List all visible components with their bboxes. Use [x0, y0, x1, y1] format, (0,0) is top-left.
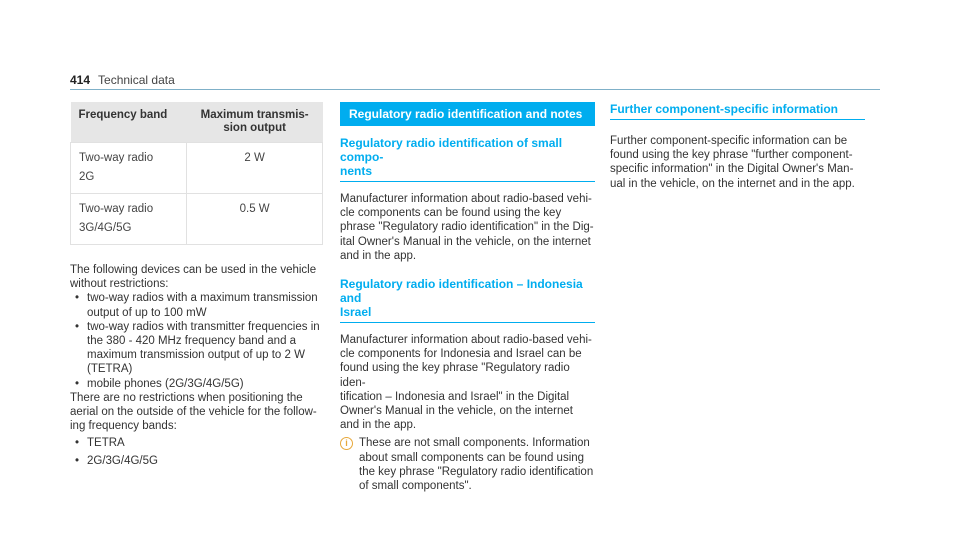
- subheading-indonesia-israel: Regulatory radio identification – Indonesia and Israel: [340, 277, 595, 323]
- note-text: These are not small components. Information about small components can be found using the key phrase "Regulatory radio identification of small components".: [359, 437, 594, 493]
- band-list: [70, 436, 325, 467]
- list-item: • 2G/3G/4G/5G: [70, 454, 325, 468]
- list-item: • two-way radios with a maximum transmission output of up to 100 mW: [70, 291, 325, 319]
- list-item: • two-way radios with transmitter frequencies in the 380 - 420 MHz frequency band and a maximum transmission output of up to 2 W (TETRA): [70, 320, 325, 377]
- table-row: [71, 194, 323, 245]
- further-info-paragraph: Further component-specific information can be found using the key phrase "further component- specific information" in the Digital Owner's Man- ual in the vehicle, on the internet and in the app.: [610, 135, 855, 190]
- page-header: [70, 73, 175, 87]
- subheading-small-components: Regulatory radio identification of small compo- nents: [340, 136, 595, 182]
- section-banner: Regulatory radio identification and notes: [340, 102, 595, 126]
- table-cell-band: Two-way radio 2G: [71, 143, 187, 194]
- page-number: 414: [70, 73, 91, 87]
- column-frequency: [70, 102, 325, 468]
- table-header-frequency-band: Frequency band: [71, 102, 187, 143]
- intro-paragraph: The following devices can be used in the vehicle without restrictions:: [70, 264, 317, 291]
- table-header-max-output: Maximum transmis- sion output: [187, 102, 323, 143]
- column-further-info: [610, 102, 865, 191]
- table-cell-power: 0.5 W: [187, 194, 323, 245]
- small-components-paragraph: Manufacturer information about radio-based vehi- cle components can be found using the key phrase "Regulatory radio identification" in the Dig- ital Owner's Manual in the vehicle, on the internet and in the app.: [340, 193, 594, 262]
- restriction-paragraph: There are no restrictions when positioning the aerial on the outside of the vehicle for the follow- ing frequency bands:: [70, 391, 317, 433]
- list-item: • TETRA: [70, 436, 325, 450]
- info-note: [340, 436, 595, 493]
- section-title: Technical data: [98, 73, 175, 87]
- frequency-table: [70, 102, 323, 245]
- column-regulatory: [340, 102, 595, 493]
- indonesia-israel-paragraph: Manufacturer information about radio-based vehi- cle components for Indonesia and Israel can be found using the key phrase "Regulatory radio iden- tification – Indonesia and Israel" in the Digital Owner's Manual in the vehicle, on the internet and in the app.: [340, 334, 592, 432]
- table-cell-power: 2 W: [187, 143, 323, 194]
- table-row: [71, 143, 323, 194]
- device-list: [70, 291, 325, 390]
- subheading-further-info: Further component-specific information: [610, 102, 865, 120]
- table-cell-band: Two-way radio 3G/4G/5G: [71, 194, 187, 245]
- header-divider: [70, 89, 880, 90]
- info-icon: i: [340, 437, 353, 450]
- list-item: • mobile phones (2G/3G/4G/5G): [70, 377, 325, 391]
